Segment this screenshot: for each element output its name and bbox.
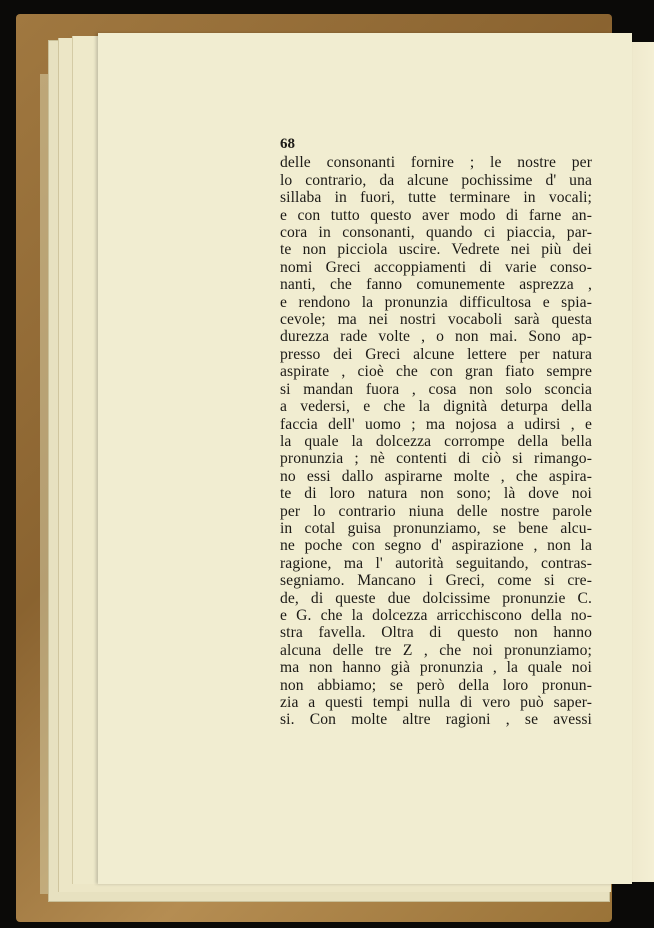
text-line: te non picciola uscire. Vedrete nei più dei — [280, 241, 592, 259]
text-line: sillaba in fuori, tutte terminare in vocali; — [280, 189, 592, 207]
page-text — [280, 136, 592, 729]
text-line: no essi dallo aspirarne molte , che aspira- — [280, 467, 592, 485]
text-line: lo contrario, da alcune pochissime d' una — [280, 171, 592, 189]
text-line: ragione, ma l' autorità seguitando, contras- — [280, 554, 592, 572]
text-line: durezza rade volte , o non mai. Sono ap- — [280, 328, 592, 346]
text-line: in cotal guisa pronunziamo, se bene alcu- — [280, 519, 592, 537]
text-line: nomi Greci accoppiamenti di varie conso- — [280, 258, 592, 276]
text-line: de, di queste due dolcissime pronunzie C. — [280, 589, 592, 607]
text-line: a vedersi, e che la dignità deturpa della — [280, 398, 592, 416]
text-line: stra favella. Oltra di questo non hanno — [280, 624, 592, 642]
text-line: presso dei Greci alcune lettere per natura — [280, 345, 592, 363]
text-line: e G. che la dolcezza arricchiscono della no- — [280, 606, 592, 624]
text-line: zia a questi tempi nulla di vero può saper- — [280, 694, 592, 711]
text-line: pronunzia ; nè contenti di ciò si rimango- — [280, 450, 592, 468]
text-line: ma non hanno già pronunzia , la quale noi — [280, 659, 592, 677]
text-line: per lo contrario niuna delle nostre parole — [280, 502, 592, 520]
text-line: si. Con molte altre ragioni , se avessi — [280, 711, 592, 729]
text-line: delle consonanti fornire ; le nostre per — [280, 154, 592, 172]
text-line: la quale la dolcezza corrompe della bella — [280, 432, 592, 450]
text-lines — [280, 154, 592, 728]
text-line: non abbiamo; se però della loro pronun- — [280, 676, 592, 694]
text-line: cora in consonanti, quando ci piaccia, par- — [280, 224, 592, 242]
text-line: e con tutto questo aver modo di farne an- — [280, 206, 592, 224]
text-line: cevole; ma nei nostri vocaboli sarà questa — [280, 311, 592, 329]
text-line: e rendono la pronunzia difficultosa e spia- — [280, 293, 592, 311]
text-line: si mandan fuora , cosa non solo sconcia — [280, 380, 592, 398]
text-line: ne poche con segno d' aspirazione , non la — [280, 537, 592, 555]
text-line: segniamo. Mancano i Greci, come si cre- — [280, 572, 592, 590]
text-line: aspirate , cioè che con gran fiato sempre — [280, 363, 592, 381]
text-line: te di loro natura non sono; là dove noi — [280, 485, 592, 503]
text-line: nanti, che fanno comunemente asprezza , — [280, 276, 592, 294]
page-number: 68 — [280, 136, 295, 152]
text-line: faccia dell' uomo ; ma nojosa a udirsi , e — [280, 415, 592, 433]
text-line: alcuna delle tre Z , che noi pronunziamo; — [280, 641, 592, 659]
